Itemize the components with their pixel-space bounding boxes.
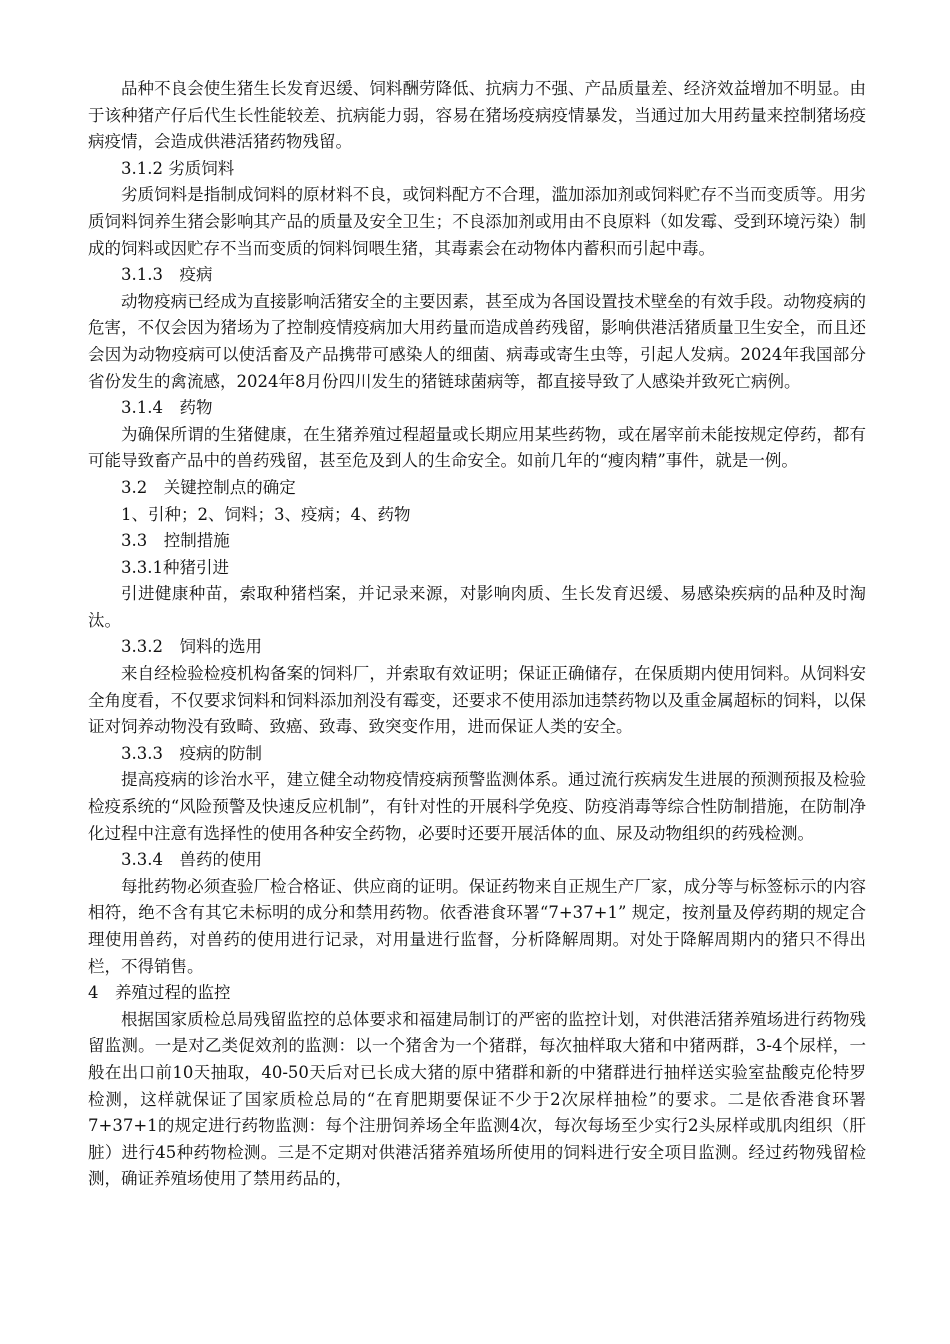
- paragraph-feed-selection: 来自经检验检疫机构备案的饲料厂，并索取有效证明；保证正确储存，在保质期内使用饲料。从饲料安全角度看，不仅要求饲料和饲料添加剂没有霉变，还要求不使用添加违禁药物以及重金属超标的饲料，以保证对饲养动物没有致畸、致癌、致毒、致突变作用，进而保证人类的安全。: [88, 664, 866, 737]
- paragraph-veterinary-drugs: 每批药物必须查验厂检合格证、供应商的证明。保证药物来自正规生产厂家，成分等与标签标示的内容相符，绝不含有其它未标明的成分和禁用药物。依香港食环署“7+37+1” 规定，按剂量及停药期的规定合理使用兽药，对兽药的使用进行记录，对用量进行监督，分析降解周期。对处于降解周期内的猪只不得出栏，不得销售。: [88, 876, 866, 976]
- heading-3-1-3: 3.1.3 疫病: [121, 265, 213, 285]
- heading-3-3-3: 3.3.3 疫病的防制: [121, 743, 262, 763]
- paragraph-epidemic: 动物疫病已经成为直接影响活猪安全的主要因素，甚至成为各国设置技术壁垒的有效手段。动物疫病的危害，不仅会因为猪场为了控制疫情疫病加大用药量而造成兽药残留，影响供港活猪质量卫生安全，而且还会因为动物疫病可以使活畜及产品携带可感染人的细菌、病毒或寄生虫等，引起人发病。2024年我国部分省份发生的禽流感，2024年8月份四川发生的猪链球菌病等，都直接导致了人感染并致死亡病例。: [88, 291, 866, 391]
- heading-4: 4 养殖过程的监控: [88, 983, 231, 1003]
- heading-3-3-2: 3.3.2 饲料的选用: [121, 637, 262, 657]
- heading-3-3: 3.3 控制措施: [121, 531, 230, 551]
- heading-3-2: 3.2 关键控制点的确定: [121, 477, 296, 497]
- paragraph-epidemic-control: 提高疫病的诊治水平，建立健全动物疫情疫病预警监测体系。通过流行疾病发生进展的预测预报及检验检疫系统的“风险预警及快速反应机制”，有针对性的开展科学免疫、防疫消毒等综合性防制措施，在防制净化过程中注意有选择性的使用各种安全药物，必要时还要开展活体的血、尿及动物组织的药残检测。: [88, 770, 866, 843]
- heading-3-1-4: 3.1.4 药物: [121, 398, 213, 418]
- paragraph-poor-feed: 劣质饲料是指制成饲料的原材料不良，或饲料配方不合理，滥加添加剂或饲料贮存不当而变质等。用劣质饲料饲养生猪会影响其产品的质量及安全卫生；不良添加剂或用由不良原料（如发霉、受到环境污染）制成的饲料或因贮存不当而变质的饲料饲喂生猪，其毒素会在动物体内蓄积而引起中毒。: [88, 185, 866, 258]
- paragraph-key-points: 1、引种；2、饲料；3、疫病；4、药物: [121, 504, 411, 524]
- paragraph-breed-quality: 品种不良会使生猪生长发育迟缓、饲料酬劳降低、抗病力不强、产品质量差、经济效益增加不明显。由于该种猪产仔后代生长性能较差、抗病能力弱，容易在猪场疫病疫情暴发，当通过加大用药量来控制猪场疫病疫情，会造成供港活猪药物残留。: [88, 79, 866, 152]
- heading-3-3-1: 3.3.1种猪引进: [121, 557, 229, 577]
- paragraph-breeding-pigs: 引进健康种苗，索取种猪档案，并记录来源，对影响肉质、生长发育迟缓、易感染疾病的品种及时淘汰。: [88, 584, 866, 630]
- document-page: [88, 76, 866, 1193]
- paragraph-drugs: 为确保所谓的生猪健康，在生猪养殖过程超量或长期应用某些药物，或在屠宰前未能按规定停药，都有可能导致畜产品中的兽药残留，甚至危及到人的生命安全。如前几年的“瘦肉精”事件，就是一例。: [88, 424, 866, 471]
- heading-3-1-2: 3.1.2 劣质饲料: [121, 158, 235, 178]
- heading-3-3-4: 3.3.4 兽药的使用: [121, 850, 262, 870]
- paragraph-monitoring: 根据国家质检总局残留监控的总体要求和福建局制订的严密的监控计划，对供港活猪养殖场进行药物残留监测。一是对乙类促效剂的监测：以一个猪舍为一个猪群，每次抽样取大猪和中猪两群，3-4个尿样，一般在出口前10天抽取，40-50天后对已长成大猪的原中猪群和新的中猪群进行抽样送实验室盐酸克伦特罗检测，这样就保证了国家质检总局的“在育肥期要保证不少于2次尿样抽检”的要求。二是依香港食环署7+37+1的规定进行药物监测：每个注册饲养场全年监测4次，每次每场至少实行2头尿样或肌肉组织（肝脏）进行45种药物检测。三是不定期对供港活猪养殖场所使用的饲料进行安全项目监测。经过药物残留检测，确证养殖场使用了禁用药品的，: [88, 1009, 866, 1189]
